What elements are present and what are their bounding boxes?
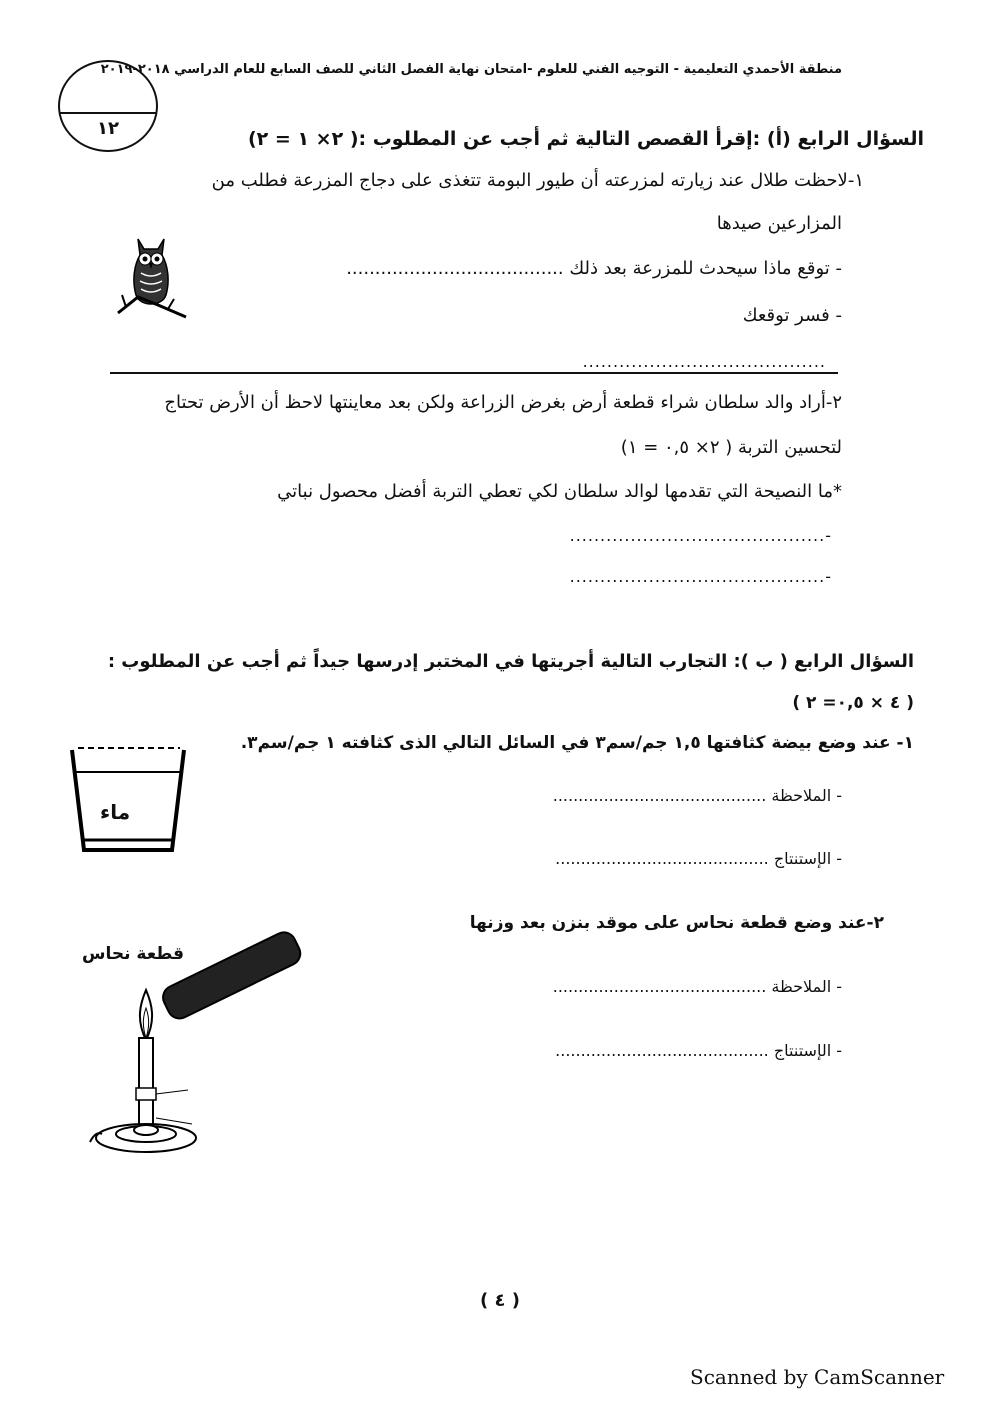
section-divider [110, 372, 838, 374]
owl-icon [108, 225, 194, 325]
story2-answer-line-2: -.......................................... [569, 567, 832, 586]
part-b-title: السؤال الرابع ( ب ): التجارب التالية أجريتها في المختبر إدرسها جيداً ثم أجب عن المطلوب : [107, 651, 914, 672]
story2-line2: لتحسين التربة ( ٢× ٠,٥ = ١) [620, 437, 842, 458]
story1-line1: ١-لاحظت طلال عند زيارته لمزرعته أن طيور البومة تتغذى على دجاج المزرعة فطلب من [211, 170, 864, 191]
experiment1-observation: - الملاحظة .......................................... [552, 786, 842, 805]
score-divider [60, 112, 156, 114]
story1-answer-line: ........................................ [582, 352, 826, 371]
story1-question-explain: - فسر توقعك [742, 305, 842, 326]
part-a-title: السؤال الرابع (أ) :إقرأ القصص التالية ثم أجب عن المطلوب :( ٢× ١ = ٢) [247, 128, 924, 150]
experiment2-text: ٢-عند وضع قطعة نحاس على موقد بنزن بعد وزنها [469, 913, 884, 933]
score-circle [58, 60, 158, 152]
page-number: ( ٤ ) [480, 1290, 520, 1311]
score-value: ١٢ [97, 118, 119, 139]
bunsen-burner-icon [80, 920, 310, 1165]
scanner-watermark: Scanned by CamScanner [690, 1365, 945, 1389]
part-b-marks: ( ٤ × ٠,٥= ٢ ) [792, 693, 914, 713]
story2-answer-line-1: -.......................................... [569, 526, 832, 545]
experiment2-conclusion: - الإستنتاج .......................................... [555, 1041, 842, 1060]
experiment2-observation: - الملاحظة .......................................... [552, 977, 842, 996]
experiment1-text: ١- عند وضع بيضة كثافتها ١,٥ جم/سم٣ في السائل التالي الذى كثافته ١ جم/سم٣. [240, 733, 914, 753]
story1-question-predict: - توقع ماذا سيحدث للمزرعة بعد ذلك ...................................... [346, 258, 842, 279]
experiment1-conclusion: - الإستنتاج .......................................... [555, 849, 842, 868]
story2-line1: ٢-أراد والد سلطان شراء قطعة أرض بغرض الزراعة ولكن بعد معاينتها لاحظ أن الأرض تحتاج [164, 392, 842, 413]
copper-label: قطعة نحاس [82, 944, 184, 964]
beaker-icon [68, 742, 188, 854]
beaker-label: ماء [100, 800, 131, 824]
story1-line2: المزارعين صيدها [716, 213, 842, 234]
exam-header: منطقة الأحمدي التعليمية - التوجيه الفني للعلوم -امتحان نهاية الفصل الثاني للصف السابع للعام الدراسي ٢٠١٨-٢٠١٩ [100, 62, 842, 77]
story2-question: *ما النصيحة التي تقدمها لوالد سلطان لكي تعطي التربة أفضل محصول نباتي [277, 481, 842, 502]
